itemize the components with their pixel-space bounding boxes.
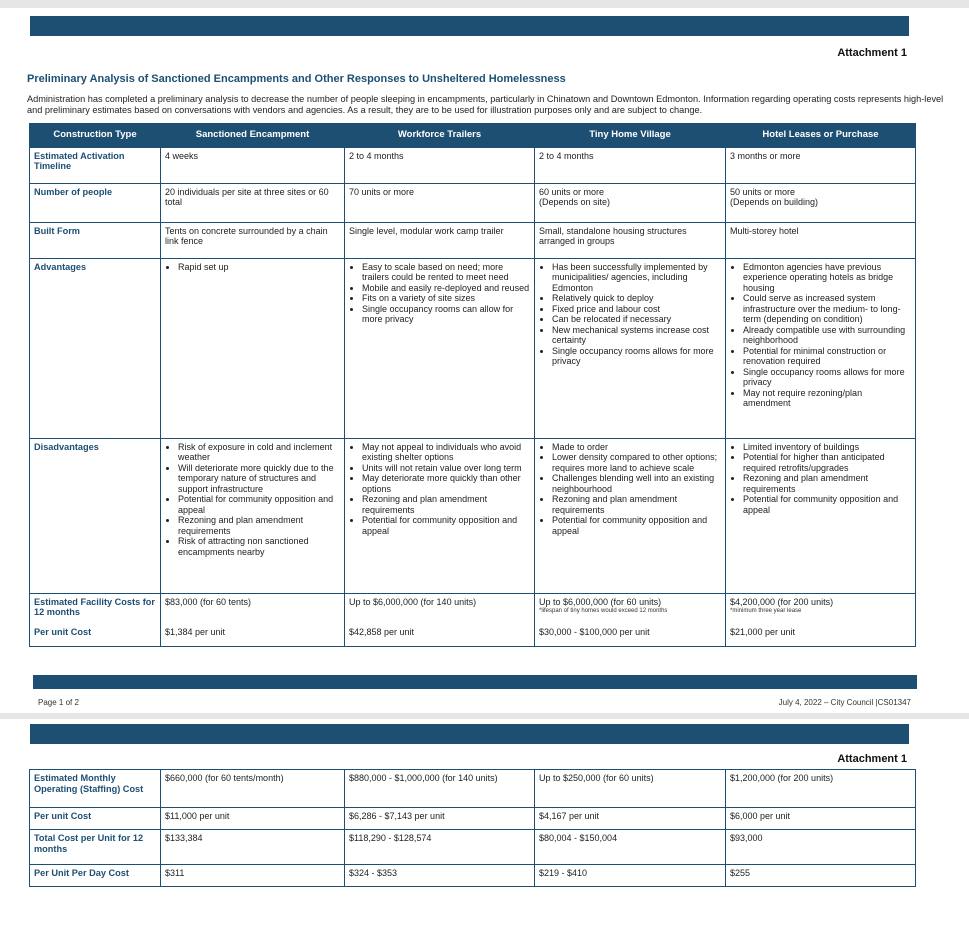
bullet-item: • Fixed price and labour cost (552, 304, 721, 315)
bullet-item: • Rapid set up (178, 262, 340, 273)
table-cell: $880,000 - $1,000,000 (for 140 units) (345, 770, 535, 808)
bullet-item: • May deteriorate more quickly than other options (362, 473, 530, 494)
bullet-item: • Single occupancy rooms allows for more privacy (743, 367, 911, 388)
table-row (30, 830, 916, 865)
bullet-item: • Has been successfully implemented by municipalities/ agencies, including Edmonton (552, 262, 721, 294)
document-title: Preliminary Analysis of Sanctioned Encampments and Other Responses to Unsheltered Homelessness (27, 73, 566, 85)
row-label: Estimated Monthly Operating (Staffing) Cost (30, 770, 161, 808)
bullet-item: • Can be relocated if necessary (552, 314, 721, 325)
page-number: Page 1 of 2 (38, 698, 79, 707)
table-cell: $660,000 (for 60 tents/month) (161, 770, 345, 808)
bullet-item: • Single occupancy rooms can allow for more privacy (362, 304, 530, 325)
table-cell: 3 months or more (726, 147, 916, 183)
bullet-item: • Already compatible use with surrounding neighborhood (743, 325, 911, 346)
bullet-list (165, 262, 340, 273)
page-1 (0, 8, 969, 713)
footer-date: July 4, 2022 – City Council |CS01347 (778, 698, 911, 707)
table-header-row (30, 124, 916, 148)
table-cell: 20 individuals per site at three sites or 60 total (161, 183, 345, 222)
bullet-item: • Potential for community opposition and appeal (552, 515, 721, 536)
table-cell: $255 (726, 865, 916, 887)
bullet-item: • Rezoning and plan amendment requirements (178, 515, 340, 536)
bullet-item: • New mechanical systems increase cost certainty (552, 325, 721, 346)
cell-note: *lifespan of tiny homes would exceed 12 months (539, 608, 668, 614)
bullet-item: • Limited inventory of buildings (743, 442, 911, 453)
table-cell (535, 183, 726, 222)
table-cell (535, 438, 726, 593)
bullet-item: • Challenges blending well into an existing neighbourhood (552, 473, 721, 494)
row-label: Built Form (30, 222, 161, 258)
table-cell: $4,167 per unit (535, 808, 726, 830)
bullet-item: • Could serve as increased system infrastructure over the medium- to long-term (depending on condition) (743, 293, 911, 325)
table-row (30, 438, 916, 593)
table-cell: $83,000 (for 60 tents) (161, 593, 345, 624)
row-label: Advantages (30, 258, 161, 438)
table-cell (535, 258, 726, 438)
table-cell (161, 438, 345, 593)
table-cell: $11,000 per unit (161, 808, 345, 830)
table-row (30, 593, 916, 624)
row-label: Per unit Cost (30, 808, 161, 830)
bullet-item: • Edmonton agencies have previous experience operating hotels as bridge housing (743, 262, 911, 294)
table-cell: 70 units or more (345, 183, 535, 222)
table-cell: Up to $250,000 (for 60 units) (535, 770, 726, 808)
table-cell: $1,200,000 (for 200 units) (726, 770, 916, 808)
intro-paragraph: Administration has completed a preliminary analysis to decrease the number of people sleeping in encampments, particularly in Chinatown and Downtown Edmonton. Information regarding operating costs represents high-level and preliminary estimates based on conversations with vendors and agencies. As a result, they are to be used for illustration purposes only and are subject to change. (27, 94, 944, 115)
bullet-item: • Single occupancy rooms allows for more privacy (552, 346, 721, 367)
cell-value: 50 units or more (730, 186, 796, 197)
bullet-item: • Rezoning and plan amendment requirements (743, 473, 911, 494)
table-cell: $30,000 - $100,000 per unit (535, 624, 726, 646)
header-bar (30, 724, 909, 744)
cost-table (29, 769, 916, 887)
table-row (30, 808, 916, 830)
cell-note: *minimum three year lease (730, 608, 802, 614)
bullet-list (349, 442, 530, 537)
bullet-item: • Rezoning and plan amendment requirements (552, 494, 721, 515)
bullet-item: • Units will not retain value over long term (362, 463, 530, 474)
table-cell: 2 to 4 months (345, 147, 535, 183)
bullet-item: • Will deteriorate more quickly due to the temporary nature of structures and support infrastructure (178, 463, 340, 495)
bullet-item: • Potential for community opposition and appeal (743, 494, 911, 515)
table-row (30, 865, 916, 887)
table-cell (726, 183, 916, 222)
cell-subvalue: (Depends on building) (730, 197, 819, 207)
table-cell: Single level, modular work camp trailer (345, 222, 535, 258)
table-cell: $80,004 - $150,004 (535, 830, 726, 865)
bullet-item: • Potential for higher than anticipated required retrofits/upgrades (743, 452, 911, 473)
table-cell (161, 258, 345, 438)
table-cell: Up to $6,000,000 (for 140 units) (345, 593, 535, 624)
table-cell (345, 258, 535, 438)
table-cell (726, 438, 916, 593)
bullet-item: • Rezoning and plan amendment requirements (362, 494, 530, 515)
bullet-list (539, 442, 721, 537)
bullet-item: • Potential for minimal construction or renovation required (743, 346, 911, 367)
row-label: Per Unit Per Day Cost (30, 865, 161, 887)
table-cell: 4 weeks (161, 147, 345, 183)
table-cell: $219 - $410 (535, 865, 726, 887)
table-cell: Multi-storey hotel (726, 222, 916, 258)
footer-bar (33, 675, 917, 689)
bullet-item: • Risk of attracting non sanctioned encampments nearby (178, 536, 340, 557)
bullet-list (165, 442, 340, 558)
table-cell: $324 - $353 (345, 865, 535, 887)
table-cell: $42,858 per unit (345, 624, 535, 646)
bullet-item: • Mobile and easily re-deployed and reused (362, 283, 530, 294)
attachment-label: Attachment 1 (837, 753, 907, 765)
comparison-table (29, 123, 916, 647)
bullet-list (539, 262, 721, 367)
table-cell: $6,286 - $7,143 per unit (345, 808, 535, 830)
bullet-item: • Potential for community opposition and appeal (362, 515, 530, 536)
table-cell: $93,000 (726, 830, 916, 865)
table-cell: $118,290 - $128,574 (345, 830, 535, 865)
row-label: Disadvantages (30, 438, 161, 593)
table-cell: $1,384 per unit (161, 624, 345, 646)
header-tiny-home-village: Tiny Home Village (535, 124, 726, 148)
bullet-item: • Risk of exposure in cold and inclement weather (178, 442, 340, 463)
table-cell: $133,384 (161, 830, 345, 865)
table-cell (726, 593, 916, 624)
header-hotel-leases: Hotel Leases or Purchase (726, 124, 916, 148)
table-row (30, 147, 916, 183)
attachment-label: Attachment 1 (837, 47, 907, 59)
bullet-item: • Made to order (552, 442, 721, 453)
bullet-item: • May not appeal to individuals who avoid existing shelter options (362, 442, 530, 463)
bullet-item: • Relatively quick to deploy (552, 293, 721, 304)
row-label: Estimated Facility Costs for 12 months (30, 593, 161, 624)
page-2 (0, 719, 969, 926)
table-cell (726, 258, 916, 438)
table-cell: $21,000 per unit (726, 624, 916, 646)
header-bar (30, 16, 909, 36)
row-label: Total Cost per Unit for 12 months (30, 830, 161, 865)
table-cell: $6,000 per unit (726, 808, 916, 830)
header-workforce-trailers: Workforce Trailers (345, 124, 535, 148)
table-cell: Tents on concrete surrounded by a chain link fence (161, 222, 345, 258)
header-sanctioned-encampment: Sanctioned Encampment (161, 124, 345, 148)
row-label: Number of people (30, 183, 161, 222)
cell-subvalue: (Depends on site) (539, 197, 611, 207)
table-cell: 2 to 4 months (535, 147, 726, 183)
table-row (30, 770, 916, 808)
table-cell (535, 593, 726, 624)
table-row (30, 183, 916, 222)
bullet-list (730, 262, 911, 409)
cell-value: 60 units or more (539, 186, 605, 197)
header-construction-type: Construction Type (30, 124, 161, 148)
table-cell (345, 438, 535, 593)
bullet-list (349, 262, 530, 325)
table-row (30, 258, 916, 438)
row-label: Per unit Cost (30, 624, 161, 646)
row-label: Estimated Activation Timeline (30, 147, 161, 183)
bullet-item: • Fits on a variety of site sizes (362, 293, 530, 304)
bullet-item: • Easy to scale based on need; more trailers could be rented to meet need (362, 262, 530, 283)
bullet-item: • May not require rezoning/plan amendment (743, 388, 911, 409)
table-row (30, 624, 916, 646)
cell-value: $4,200,000 (for 200 units) (730, 596, 834, 607)
table-row (30, 222, 916, 258)
table-cell: Small, standalone housing structures arranged in groups (535, 222, 726, 258)
bullet-list (730, 442, 911, 516)
table-cell: $311 (161, 865, 345, 887)
bullet-item: • Lower density compared to other options; requires more land to achieve scale (552, 452, 721, 473)
bullet-item: • Potential for community opposition and appeal (178, 494, 340, 515)
cell-value: Up to $6,000,000 (for 60 units) (539, 596, 662, 607)
